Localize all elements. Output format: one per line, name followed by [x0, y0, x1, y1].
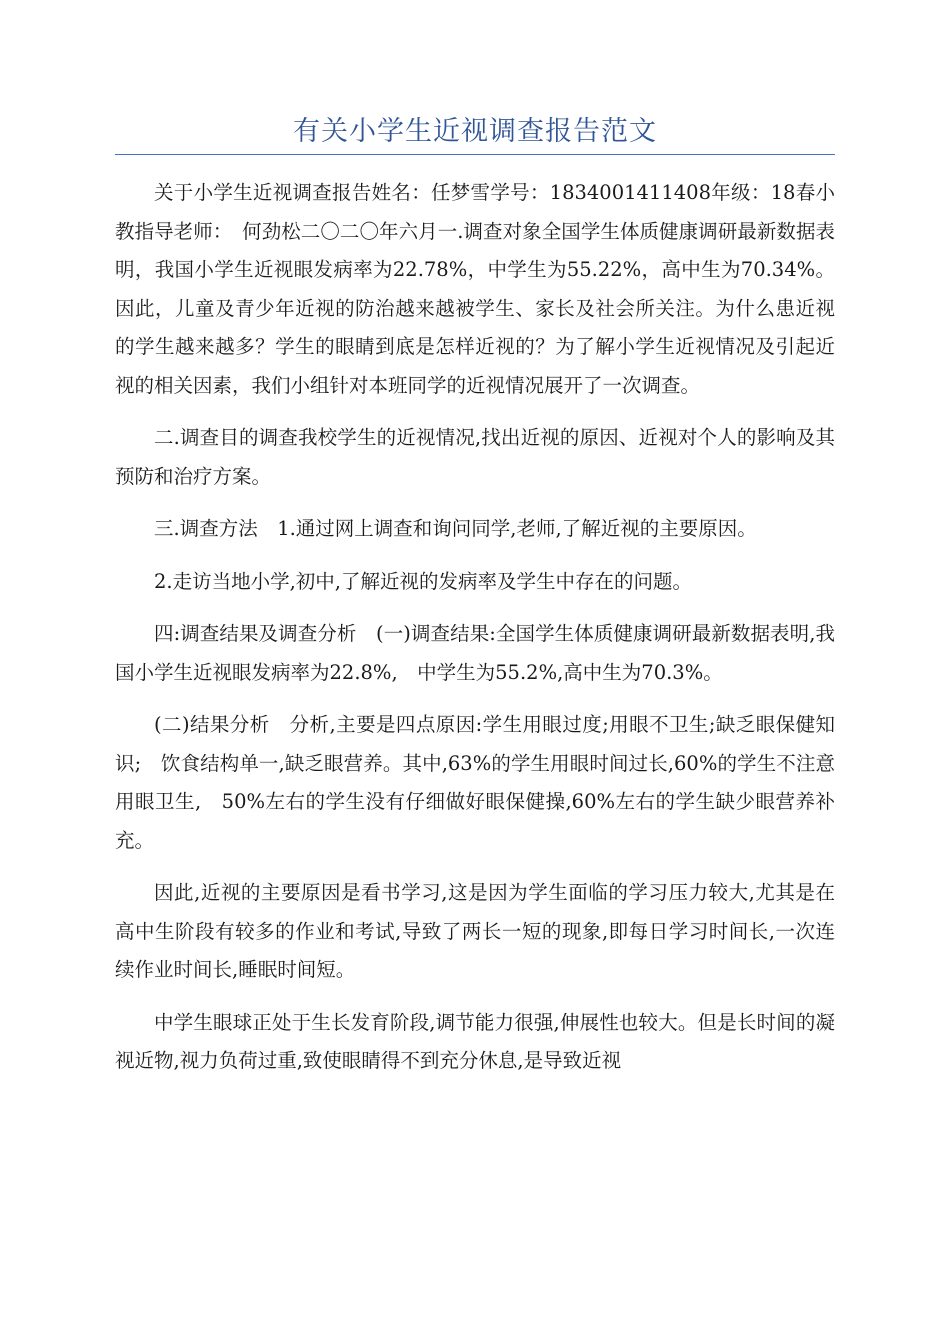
paragraph-results: 四:调查结果及调查分析 (一)调查结果:全国学生体质健康调研最新数据表明,我国小学生近视眼发病率为22.8%, 中学生为55.2%,高中生为70.3%。	[115, 622, 835, 684]
paragraph-method: 三.调查方法 1.通过网上调查和询问同学,老师,了解近视的主要原因。	[154, 517, 757, 540]
paragraph-method-2: 2.走访当地小学,初中,了解近视的发病率及学生中存在的问题。	[154, 569, 693, 593]
paragraph-eye-development: 中学生眼球正处于生长发育阶段,调节能力很强,伸展性也较大。但是长时间的凝视近物,视力负荷过重,致使眼睛得不到充分休息,是导致近视	[115, 1010, 835, 1072]
document-title: 有关小学生近视调查报告范文	[293, 116, 657, 147]
title-underline	[115, 154, 835, 155]
document-body	[115, 174, 835, 1095]
paragraph-analysis: (二)结果分析 分析,主要是四点原因:学生用眼过度;用眼不卫生;缺乏眼保健知识; 饮食结构单一,缺乏眼营养。其中,63%的学生用眼时间过长,60%的学生不注意用眼卫生, 50%左右的学生没有仔细做好眼保健操,60%左右的学生缺少眼营养补充。	[115, 713, 835, 852]
paragraph-purpose: 二.调查目的调查我校学生的近视情况,找出近视的原因、近视对个人的影响及其预防和治疗方案。	[115, 426, 835, 488]
paragraph-intro: 关于小学生近视调查报告姓名：任梦雪学号：1834001411408年级：18春小教指导老师： 何劲松二〇二〇年六月一.调查对象全国学生体质健康调研最新数据表明，我国小学生近视眼发病率为22.78%，中学生为55.22%，高中生为70.34%。因此，儿童及青少年近视的防治越来越被学生、家长及社会所关注。为什么患近视的学生越来越多？学生的眼睛到底是怎样近视的？为了解小学生近视情况及引起近视的相关因素，我们小组针对本班同学的近视情况展开了一次调查。	[115, 181, 835, 397]
paragraph-causes: 因此,近视的主要原因是看书学习,这是因为学生面临的学习压力较大,尤其是在高中生阶段有较多的作业和考试,导致了两长一短的现象,即每日学习时间长,一次连续作业时间长,睡眠时间短。	[115, 881, 835, 981]
